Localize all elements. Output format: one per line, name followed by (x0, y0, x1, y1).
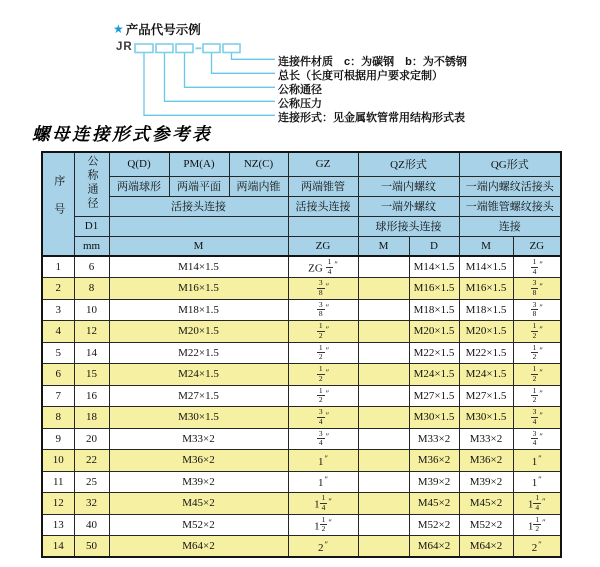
header-mm: mm (74, 236, 109, 256)
cell (358, 342, 409, 364)
cell: M14×1.5 (109, 256, 288, 278)
cell: M18×1.5 (109, 299, 288, 321)
nut-connection-reference-table (41, 151, 562, 558)
header-gz-conn: 活接头连接 (288, 196, 358, 216)
cell: 5 (42, 342, 74, 364)
cell: 16 (74, 385, 109, 407)
table-row (42, 256, 561, 278)
table-row (42, 514, 561, 536)
cell: M30×1.5 (109, 407, 288, 429)
code-box (156, 44, 173, 53)
cell (358, 321, 409, 343)
header-col-gz: GZ (288, 152, 358, 176)
cell: $\frac{3}{4}$ ″ (513, 407, 561, 429)
table-row (42, 278, 561, 300)
header-qg-desc2: 一端锥管螺纹接头 (459, 196, 561, 216)
table-row (42, 342, 561, 364)
cell: 50 (74, 536, 109, 558)
cell: $\frac{1}{2}$ ″ (513, 385, 561, 407)
cell: 40 (74, 514, 109, 536)
header-seq (42, 152, 74, 256)
cell: 6 (42, 364, 74, 386)
table-row (42, 450, 561, 472)
header-q-desc: 两端球形 (109, 176, 169, 196)
cell: 15 (74, 364, 109, 386)
cell: 10 (42, 450, 74, 472)
label-nominal-pressure: 公称压力 (278, 98, 322, 110)
cell: 11 (42, 471, 74, 493)
cell (358, 536, 409, 558)
cell: M30×1.5 (459, 407, 513, 429)
cell: M30×1.5 (409, 407, 459, 429)
cell: M22×1.5 (109, 342, 288, 364)
table-title: 螺母连接形式参考表 (32, 124, 212, 144)
table-row (42, 364, 561, 386)
cell: $\frac{3}{8}$ ″ (288, 278, 358, 300)
table-row (42, 321, 561, 343)
code-box (223, 44, 240, 53)
header-bore (74, 152, 109, 216)
cell: $\frac{3}{8}$ ″ (513, 278, 561, 300)
cell: M45×2 (459, 493, 513, 515)
label-total-length: 总长（长度可根据用户要求定制） (278, 70, 443, 82)
table-row (42, 407, 561, 429)
cell: 7 (42, 385, 74, 407)
cell: 2″ (288, 536, 358, 558)
cell: M39×2 (459, 471, 513, 493)
table-row (42, 493, 561, 515)
cell: 25 (74, 471, 109, 493)
cell: M33×2 (459, 428, 513, 450)
code-box (135, 44, 153, 53)
cell: $\frac{3}{8}$ ″ (513, 299, 561, 321)
cell: M27×1.5 (459, 385, 513, 407)
label-nominal-diameter: 公称通径 (278, 84, 322, 96)
cell: M64×2 (109, 536, 288, 558)
cell: M39×2 (109, 471, 288, 493)
leader-line (232, 53, 276, 59)
header-bore-text: 公称通径 (86, 154, 98, 211)
header-qg-conn: 连接 (459, 216, 561, 236)
header-m: M (109, 236, 288, 256)
cell: 10 (74, 299, 109, 321)
cell: M16×1.5 (459, 278, 513, 300)
cell: 1″ (288, 471, 358, 493)
leader-line (165, 53, 276, 101)
cell: M16×1.5 (109, 278, 288, 300)
cell (358, 385, 409, 407)
cell: $\frac{1}{2}$ ″ (288, 364, 358, 386)
diagram-title-text: 产品代号示例 (125, 23, 201, 37)
header-qz-conn: 球形接头连接 (358, 216, 459, 236)
cell: 3 (42, 299, 74, 321)
code-box (176, 44, 193, 53)
cell (358, 514, 409, 536)
code-box (203, 44, 220, 53)
header-qg-zg: ZG (513, 236, 561, 256)
cell (358, 407, 409, 429)
cell: 20 (74, 428, 109, 450)
table-body (42, 256, 561, 557)
cell: M52×2 (459, 514, 513, 536)
table-row (42, 428, 561, 450)
cell: 14 (74, 342, 109, 364)
header-d1: D1 (74, 216, 109, 236)
cell (358, 256, 409, 278)
header-empty (109, 216, 288, 236)
cell: 1 $\frac{1}{4}$ ″ (288, 493, 358, 515)
cell: 1 $\frac{1}{2}$ ″ (513, 514, 561, 536)
cell: 18 (74, 407, 109, 429)
cell: M33×2 (109, 428, 288, 450)
table-row (42, 536, 561, 558)
cell: 1″ (288, 450, 358, 472)
cell: M52×2 (409, 514, 459, 536)
cell: $\frac{3}{8}$ ″ (288, 299, 358, 321)
cell: 13 (42, 514, 74, 536)
cell: M22×1.5 (409, 342, 459, 364)
cell: M24×1.5 (459, 364, 513, 386)
cell: M64×2 (409, 536, 459, 558)
cell: $\frac{1}{2}$ ″ (288, 321, 358, 343)
cell: M20×1.5 (409, 321, 459, 343)
cell: 8 (42, 407, 74, 429)
cell: M27×1.5 (409, 385, 459, 407)
cell: M14×1.5 (409, 256, 459, 278)
cell: $\frac{1}{4}$ ″ (513, 256, 561, 278)
cell: 6 (74, 256, 109, 278)
header-qg-desc1: 一端内螺纹活接头 (459, 176, 561, 196)
table-row (42, 471, 561, 493)
cell (358, 428, 409, 450)
header-pm-desc: 两端平面 (169, 176, 229, 196)
header-qg-m: M (459, 236, 513, 256)
header-col-pm: PM(A) (169, 152, 229, 176)
cell: M36×2 (109, 450, 288, 472)
cell: M45×2 (109, 493, 288, 515)
cell: M18×1.5 (459, 299, 513, 321)
cell: 4 (42, 321, 74, 343)
header-empty (288, 216, 358, 236)
header-qz-desc2: 一端外螺纹 (358, 196, 459, 216)
header-col-q: Q(D) (109, 152, 169, 176)
cell: M20×1.5 (109, 321, 288, 343)
cell (358, 450, 409, 472)
header-col-qz: QZ形式 (358, 152, 459, 176)
star-icon: ★ (113, 22, 124, 36)
header-zg: ZG (288, 236, 358, 256)
cell: $\frac{3}{4}$ ″ (288, 407, 358, 429)
cell: 1 $\frac{1}{2}$ ″ (288, 514, 358, 536)
code-prefix: JR (116, 41, 133, 53)
header-qz-d: D (409, 236, 459, 256)
leader-line (185, 53, 276, 87)
cell: M33×2 (409, 428, 459, 450)
header-qz-m: M (358, 236, 409, 256)
cell: $\frac{1}{2}$ ″ (513, 321, 561, 343)
table-header (42, 152, 561, 256)
cell: $\frac{1}{2}$ ″ (288, 342, 358, 364)
header-union-conn: 活接头连接 (109, 196, 288, 216)
table-row (42, 299, 561, 321)
cell: M27×1.5 (109, 385, 288, 407)
cell: 22 (74, 450, 109, 472)
cell: $\frac{1}{2}$ ″ (513, 364, 561, 386)
cell: M14×1.5 (459, 256, 513, 278)
cell: 1 $\frac{1}{4}$ ″ (513, 493, 561, 515)
cell: M22×1.5 (459, 342, 513, 364)
header-gz-desc: 两端锥管 (288, 176, 358, 196)
cell: 1 (42, 256, 74, 278)
cell: 32 (74, 493, 109, 515)
cell: M39×2 (409, 471, 459, 493)
header-nz-desc: 两端内锥 (229, 176, 288, 196)
cell: M64×2 (459, 536, 513, 558)
header-qz-desc1: 一端内螺纹 (358, 176, 459, 196)
label-connection-form: 连接形式：见金属软管常用结构形式表 (278, 112, 465, 124)
cell (358, 278, 409, 300)
cell: M24×1.5 (109, 364, 288, 386)
cell: 12 (42, 493, 74, 515)
leader-line (212, 53, 276, 73)
cell: 8 (74, 278, 109, 300)
cell: $\frac{1}{2}$ ″ (513, 342, 561, 364)
cell: M20×1.5 (459, 321, 513, 343)
cell: M24×1.5 (409, 364, 459, 386)
cell: 14 (42, 536, 74, 558)
header-col-qg: QG形式 (459, 152, 561, 176)
cell: M36×2 (459, 450, 513, 472)
cell: M45×2 (409, 493, 459, 515)
cell (358, 471, 409, 493)
cell (358, 364, 409, 386)
diagram-title (113, 20, 201, 38)
header-col-nz: NZ(C) (229, 152, 288, 176)
cell (358, 493, 409, 515)
cell: 9 (42, 428, 74, 450)
header-seq-text: 序号 (52, 174, 65, 231)
cell: 1″ (513, 471, 561, 493)
cell: $\frac{1}{2}$ ″ (288, 385, 358, 407)
cell: 12 (74, 321, 109, 343)
cell: 1″ (513, 450, 561, 472)
label-material: 连接件材质 c：为碳钢 b：为不锈钢 (278, 56, 467, 68)
cell: M36×2 (409, 450, 459, 472)
cell: 2″ (513, 536, 561, 558)
cell: ZG $\frac{1}{4}$ ″ (288, 256, 358, 278)
cell: $\frac{3}{4}$ ″ (513, 428, 561, 450)
cell (358, 299, 409, 321)
leader-line (144, 53, 275, 115)
cell: M18×1.5 (409, 299, 459, 321)
cell: M52×2 (109, 514, 288, 536)
cell: 2 (42, 278, 74, 300)
table-row (42, 385, 561, 407)
cell: $\frac{3}{4}$ ″ (288, 428, 358, 450)
cell: M16×1.5 (409, 278, 459, 300)
